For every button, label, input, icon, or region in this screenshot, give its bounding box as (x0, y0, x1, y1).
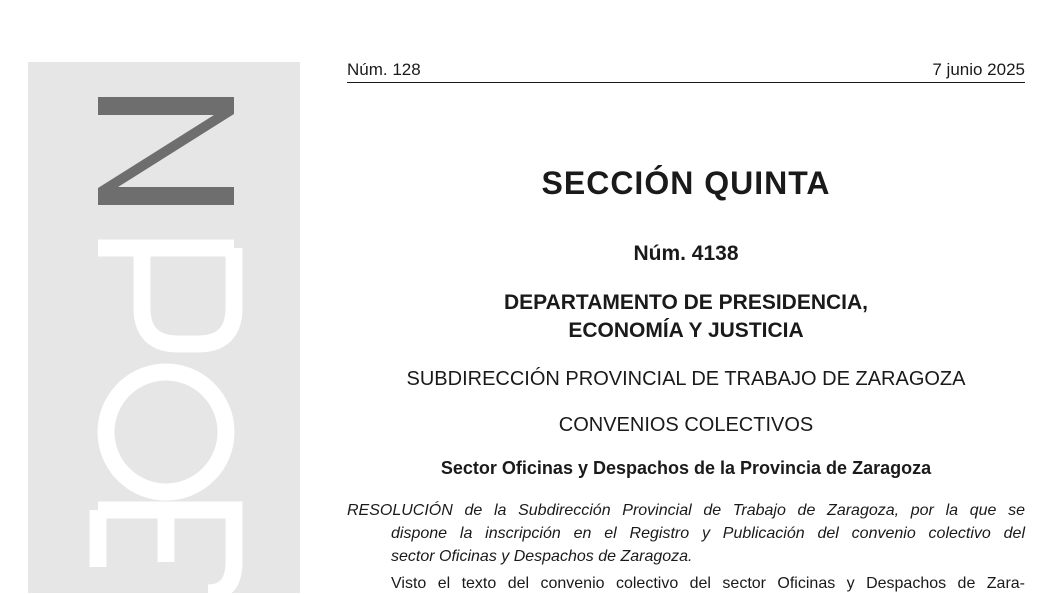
logo-letter-z (98, 97, 234, 205)
bopz-logo (28, 62, 300, 593)
resolution-line-1: RESOLUCIÓN de la Subdirección Provincial de Trabajo de Zaragoza, por la que se (347, 502, 1025, 519)
logo-letter-p (98, 248, 234, 344)
resolution-paragraph (347, 499, 1025, 568)
department-line-2: ECONOMÍA Y JUSTICIA (568, 319, 804, 342)
logo-letter-o (106, 372, 226, 492)
resolution-line-2: dispone la inscripción en el Registro y Publicación del convenio colectivo del (391, 525, 1025, 542)
announcement-number: Núm. 4138 (633, 242, 739, 265)
issue-number: Núm. 128 (347, 60, 421, 79)
sector-title: Sector Oficinas y Despachos de la Provincia de Zaragoza (440, 458, 932, 478)
resolution-line-3: sector Oficinas y Despachos de Zaragoza. (391, 548, 693, 565)
section-title: SECCIÓN QUINTA (541, 165, 831, 201)
department-line-1: DEPARTAMENTO DE PRESIDENCIA, (503, 291, 869, 314)
logo-letter-b (98, 510, 234, 593)
issue-date: 7 junio 2025 (932, 60, 1025, 79)
body-paragraph: Visto el texto del convenio colectivo del sector Oficinas y Despachos de Zara- (391, 575, 1025, 592)
subdirection-heading: SUBDIRECCIÓN PROVINCIAL DE TRABAJO DE ZARAGOZA (406, 368, 966, 390)
department-heading (347, 289, 1025, 345)
page-header (347, 60, 1025, 83)
category-heading: CONVENIOS COLECTIVOS (558, 414, 814, 436)
